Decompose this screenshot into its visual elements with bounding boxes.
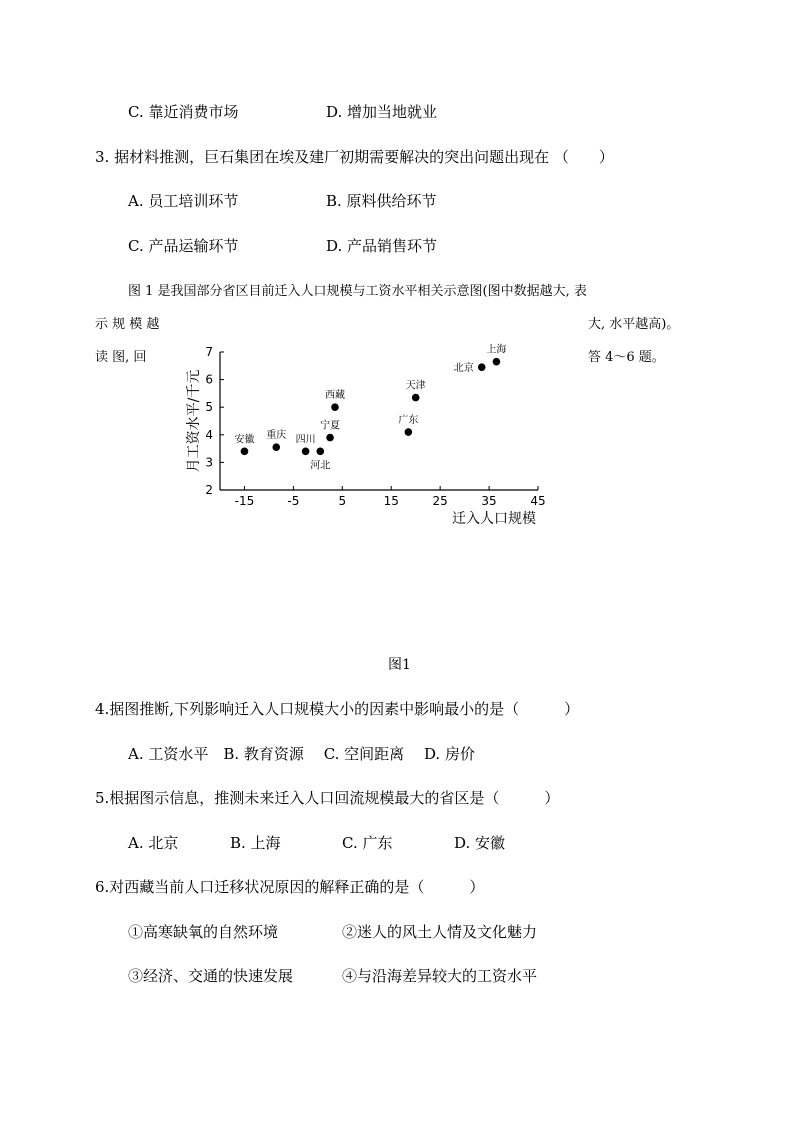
y-axis-label: 月工资水平/千元	[186, 369, 202, 473]
x-tick-label: 5	[338, 494, 347, 508]
q3-stem: 3. 据材料推测，巨石集团在埃及建厂初期需要解决的突出问题出现在 （ ）	[95, 148, 614, 166]
x-tick-label: -15	[234, 494, 255, 508]
point-label: 宁夏	[320, 420, 341, 432]
data-point	[493, 358, 501, 366]
q5-option-a: A. 北京	[128, 834, 179, 852]
x-tick-label: 15	[383, 494, 399, 508]
intro-line-3-left: 读 图, 回	[95, 350, 147, 365]
q3-option-d: D. 产品销售环节	[326, 237, 438, 255]
y-tick-label: 7	[205, 345, 213, 359]
data-point	[316, 448, 324, 456]
point-label: 西藏	[324, 390, 345, 402]
intro-line-3-right: 答 4～6 题。	[588, 350, 665, 365]
q6-option-4: ④与沿海差异较大的工资水平	[342, 967, 538, 985]
y-tick-label: 5	[205, 400, 213, 415]
x-axis-label: 迁入人口规模	[452, 511, 536, 527]
x-tick-label: 25	[432, 494, 448, 508]
y-tick-label: 6	[205, 372, 213, 387]
y-tick-label: 4	[205, 427, 213, 442]
data-point	[326, 434, 334, 442]
figure-caption: 图1	[388, 657, 411, 673]
q5-option-c: C. 广东	[342, 834, 393, 852]
point-label: 重庆	[266, 430, 287, 442]
data-point	[302, 448, 310, 456]
data-point	[412, 394, 420, 402]
q5-option-d: D. 安徽	[454, 834, 506, 852]
x-tick-label: -5	[287, 494, 300, 508]
point-label: 上海	[486, 344, 507, 356]
q5-option-b: B. 上海	[230, 834, 281, 852]
q5-stem: 5.根据图示信息，推测未来迁入人口回流规模最大的省区是（ ）	[95, 789, 560, 807]
q4-stem: 4.据图推断,下列影响迁入人口规模大小的因素中影响最小的是（ ）	[95, 700, 580, 718]
q2-option-c: C. 靠近消费市场	[128, 103, 239, 121]
scatter-chart	[180, 340, 600, 540]
q6-option-3: ③经济、交通的快速发展	[128, 967, 294, 985]
intro-line-2-right: 大, 水平越高)。	[588, 317, 680, 332]
x-tick-label: 35	[481, 494, 497, 508]
data-point	[272, 443, 280, 451]
x-tick-label: 45	[530, 494, 546, 508]
intro-line-2-left: 示 规 模 越	[95, 317, 160, 332]
intro-line-1: 图 1 是我国部分省区目前迁入人口规模与工资水平相关示意图(图中数据越大, 表	[128, 284, 587, 299]
data-point	[331, 403, 339, 411]
data-point	[405, 428, 413, 436]
y-tick-label: 2	[205, 483, 213, 497]
q4-options: A. 工资水平 B. 教育资源 C. 空间距离 D. 房价	[128, 745, 475, 763]
q3-option-a: A. 员工培训环节	[128, 192, 239, 210]
point-label: 广东	[398, 415, 419, 427]
q3-option-c: C. 产品运输环节	[128, 237, 239, 255]
q6-stem: 6.对西藏当前人口迁移状况原因的解释正确的是（ ）	[95, 878, 485, 896]
q2-option-d: D. 增加当地就业	[326, 103, 438, 121]
point-label: 河北	[310, 460, 331, 472]
data-point	[478, 363, 486, 371]
q3-option-b: B. 原料供给环节	[326, 192, 437, 210]
q6-option-2: ②迷人的风土人情及文化魅力	[342, 923, 538, 941]
data-point	[241, 448, 249, 456]
point-label: 北京	[453, 363, 474, 375]
point-label: 四川	[295, 434, 316, 446]
point-label: 天津	[405, 380, 426, 392]
point-label: 安徽	[234, 434, 255, 446]
q6-option-1: ①高寒缺氧的自然环境	[128, 923, 279, 941]
y-tick-label: 3	[205, 455, 213, 470]
